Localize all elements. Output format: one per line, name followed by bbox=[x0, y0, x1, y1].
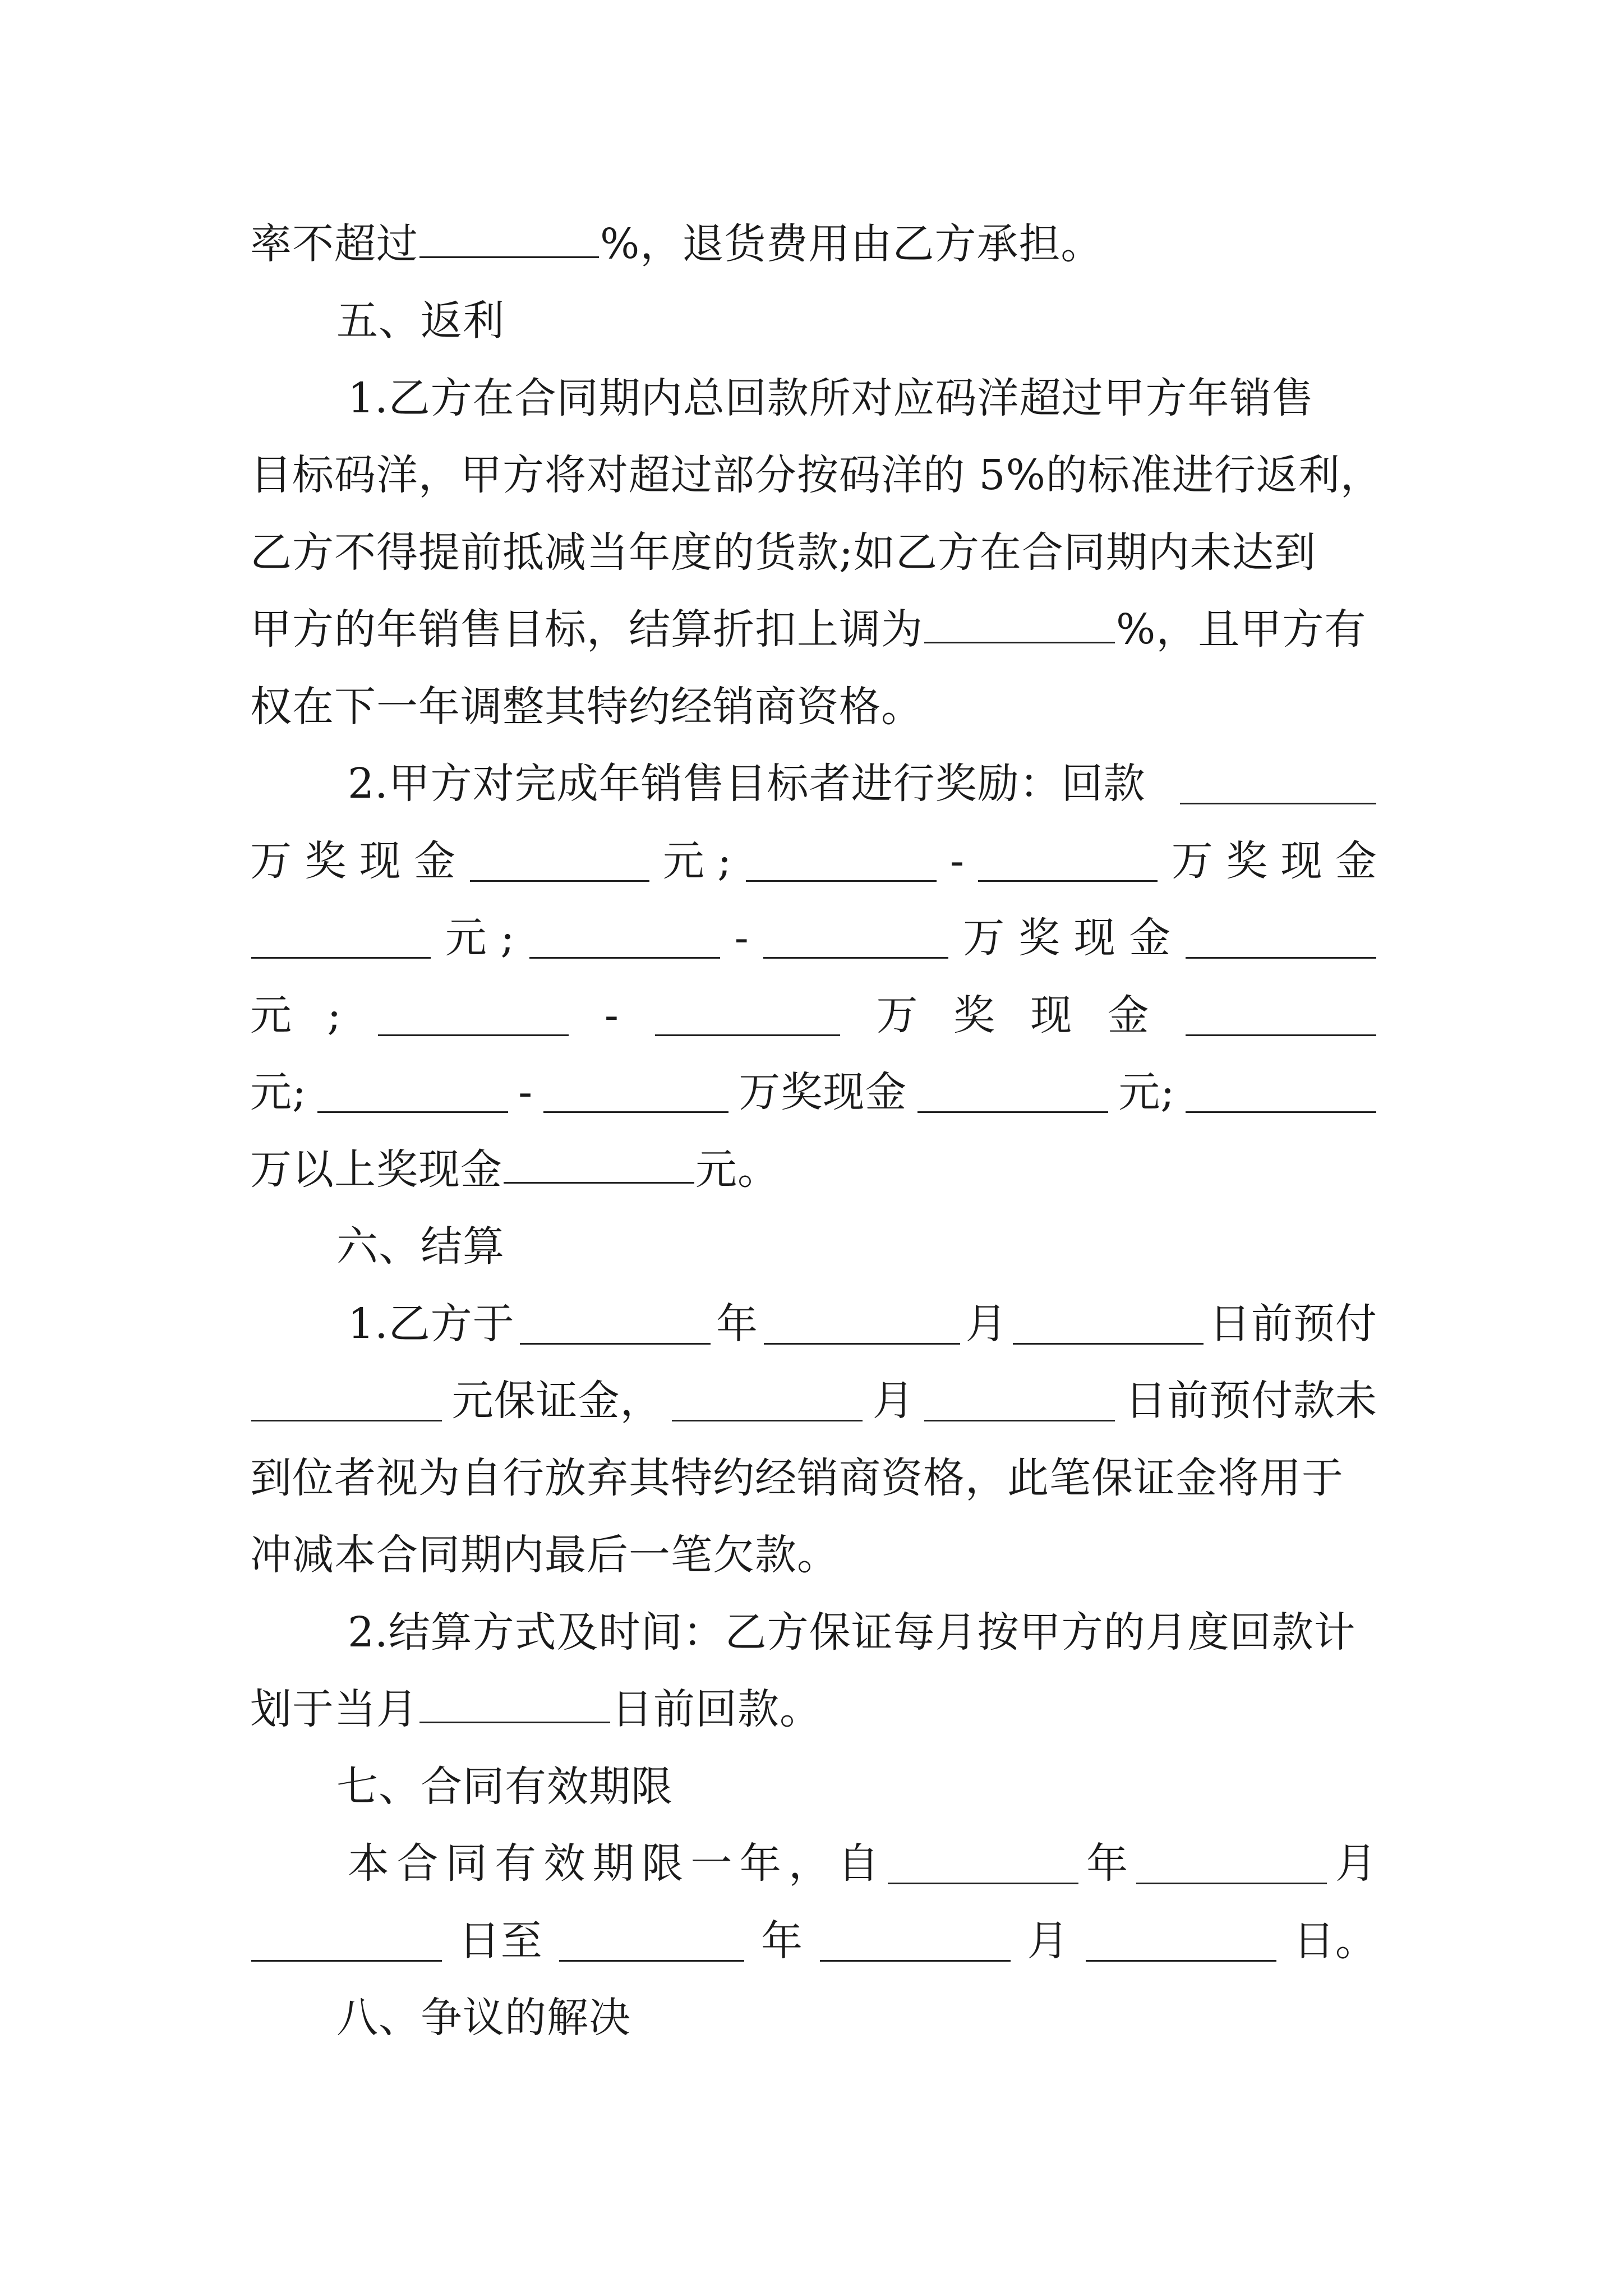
text-segment: %，且甲方有 bbox=[1116, 605, 1367, 654]
text-segment: 一 bbox=[690, 1839, 733, 1888]
text-segment: 1.乙方在合同期内总回款所对应码洋超过甲方年销售 bbox=[348, 374, 1314, 422]
text-line bbox=[250, 601, 1377, 657]
text-line bbox=[250, 1913, 1377, 1969]
fill-in-blank bbox=[924, 1381, 1115, 1421]
text-segment: ; bbox=[717, 837, 732, 885]
fill-in-blank bbox=[251, 1381, 442, 1421]
text-segment: 自 bbox=[837, 1839, 880, 1888]
text-segment: 奖 bbox=[1226, 837, 1269, 885]
text-segment: 金 bbox=[1129, 914, 1172, 962]
section-heading bbox=[336, 1759, 1377, 1815]
text-segment: 到位者视为自行放弃其特约经销商资格，此笔保证金将用于 bbox=[250, 1454, 1344, 1502]
text-segment: 权在下一年调整其特约经销商资格。 bbox=[250, 683, 923, 731]
fill-in-blank bbox=[820, 1921, 1011, 1962]
text-segment: 奖 bbox=[305, 837, 347, 885]
fill-in-blank bbox=[917, 1072, 1108, 1113]
fill-in-blank bbox=[419, 217, 599, 258]
fill-in-blank bbox=[1013, 1304, 1204, 1345]
text-segment: 划于当月 bbox=[250, 1685, 418, 1733]
fill-in-blank bbox=[470, 841, 649, 882]
text-segment: 效 bbox=[543, 1839, 586, 1888]
text-line bbox=[250, 910, 1377, 966]
text-line bbox=[348, 1835, 1377, 1892]
fill-in-blank bbox=[924, 602, 1115, 643]
text-segment: 现 bbox=[359, 837, 402, 885]
fill-in-blank bbox=[746, 841, 937, 882]
section-heading bbox=[336, 1990, 1377, 2046]
text-line bbox=[250, 1064, 1377, 1120]
text-line bbox=[250, 524, 1377, 581]
text-segment: 年 bbox=[739, 1839, 782, 1888]
text-segment: 期 bbox=[592, 1839, 635, 1888]
fill-in-blank bbox=[1180, 763, 1376, 804]
text-segment: ; bbox=[327, 991, 342, 1039]
fill-in-blank bbox=[978, 841, 1158, 882]
text-segment: 万 bbox=[250, 837, 292, 885]
text-segment: 同 bbox=[445, 1839, 488, 1888]
fill-in-blank bbox=[317, 1072, 508, 1113]
text-segment: 月 bbox=[1027, 1917, 1069, 1965]
text-segment: 冲减本合同期内最后一笔欠款。 bbox=[250, 1531, 839, 1579]
text-segment: 现 bbox=[1030, 991, 1073, 1039]
text-line bbox=[348, 1296, 1377, 1352]
text-segment: 万 bbox=[963, 914, 1006, 962]
fill-in-blank bbox=[1136, 1843, 1327, 1884]
text-line bbox=[348, 756, 1377, 812]
text-line bbox=[250, 1527, 1377, 1583]
text-segment: 有 bbox=[495, 1839, 537, 1888]
fill-in-blank bbox=[764, 1304, 960, 1345]
text-segment: 元; bbox=[250, 1068, 307, 1116]
text-segment: 1.乙方于 bbox=[348, 1300, 515, 1348]
text-segment: 金 bbox=[1335, 837, 1377, 885]
text-segment: 合 bbox=[396, 1839, 439, 1888]
text-segment: - bbox=[604, 991, 619, 1039]
section-heading bbox=[336, 293, 1377, 349]
text-segment: 年 bbox=[716, 1300, 759, 1348]
fill-in-blank bbox=[504, 1143, 694, 1184]
fill-in-blank bbox=[419, 1682, 610, 1723]
fill-in-blank bbox=[543, 1072, 728, 1113]
text-line bbox=[250, 679, 1377, 735]
text-segment: ， bbox=[789, 1839, 831, 1888]
text-segment: 限 bbox=[642, 1839, 684, 1888]
text-segment: 元 bbox=[250, 991, 292, 1039]
text-segment: 2.结算方式及时间：乙方保证每月按甲方的月度回款计 bbox=[348, 1608, 1356, 1657]
text-segment: 元 bbox=[662, 837, 705, 885]
fill-in-blank bbox=[559, 1921, 744, 1962]
text-segment: 2.甲方对完成年销售目标者进行奖励：回款 bbox=[348, 760, 1146, 808]
fill-in-blank bbox=[1186, 918, 1376, 959]
text-segment: 金 bbox=[414, 837, 457, 885]
text-line bbox=[250, 216, 1377, 272]
heading-text: 五、返利 bbox=[336, 297, 505, 345]
heading-text: 六、结算 bbox=[336, 1222, 505, 1271]
text-line bbox=[348, 1604, 1377, 1660]
text-segment: 月 bbox=[965, 1300, 1008, 1348]
text-segment: 现 bbox=[1280, 837, 1323, 885]
text-segment: 月 bbox=[872, 1377, 915, 1425]
text-segment: 万以上奖现金 bbox=[250, 1145, 502, 1194]
fill-in-blank bbox=[251, 1921, 442, 1962]
text-line bbox=[250, 1450, 1377, 1506]
fill-in-blank bbox=[378, 995, 569, 1036]
text-segment: 乙方不得提前抵减当年度的货款;如乙方在合同期内未达到 bbox=[250, 528, 1316, 577]
heading-text: 八、争议的解决 bbox=[336, 1994, 631, 2042]
fill-in-blank bbox=[888, 1843, 1078, 1884]
text-segment: 元。 bbox=[695, 1145, 780, 1194]
section-heading bbox=[336, 1218, 1377, 1274]
text-segment: ; bbox=[500, 914, 515, 962]
text-segment: 年 bbox=[761, 1917, 804, 1965]
text-segment: 日前预付款未 bbox=[1124, 1377, 1377, 1425]
fill-in-blank bbox=[520, 1304, 711, 1345]
text-segment: 万 bbox=[876, 991, 919, 1039]
text-segment: 日前回款。 bbox=[611, 1685, 822, 1733]
text-segment: 元; bbox=[1118, 1068, 1175, 1116]
text-segment: 目标码洋，甲方将对超过部分按码洋的 5%的标准进行返利， bbox=[250, 451, 1382, 499]
text-segment: - bbox=[734, 914, 749, 962]
text-segment: 万奖现金 bbox=[739, 1068, 907, 1116]
text-line bbox=[250, 987, 1377, 1043]
text-segment: 年 bbox=[1086, 1839, 1129, 1888]
text-segment: 金 bbox=[1107, 991, 1150, 1039]
text-segment: 现 bbox=[1073, 914, 1116, 962]
text-segment: 率不超过 bbox=[250, 220, 418, 268]
text-line bbox=[348, 370, 1377, 426]
fill-in-blank bbox=[763, 918, 948, 959]
text-segment: - bbox=[518, 1068, 533, 1116]
fill-in-blank bbox=[655, 995, 840, 1036]
text-line bbox=[250, 1373, 1377, 1429]
text-segment: 本 bbox=[348, 1839, 390, 1888]
fill-in-blank bbox=[251, 918, 431, 959]
text-segment: 日前预付 bbox=[1209, 1300, 1377, 1348]
text-segment: 元保证金， bbox=[451, 1377, 662, 1425]
fill-in-blank bbox=[672, 1381, 863, 1421]
fill-in-blank bbox=[1086, 1921, 1276, 1962]
fill-in-blank bbox=[1186, 1072, 1376, 1113]
text-line bbox=[250, 1681, 1377, 1737]
text-segment: %，退货费用由乙方承担。 bbox=[600, 220, 1103, 268]
fill-in-blank bbox=[529, 918, 720, 959]
text-segment: - bbox=[949, 837, 965, 885]
text-segment: 奖 bbox=[1018, 914, 1061, 962]
text-segment: 元 bbox=[445, 914, 487, 962]
text-line bbox=[250, 833, 1377, 889]
text-segment: 月 bbox=[1335, 1839, 1377, 1888]
text-segment: 万 bbox=[1171, 837, 1214, 885]
text-segment: 日。 bbox=[1293, 1917, 1377, 1965]
heading-text: 七、合同有效期限 bbox=[336, 1763, 673, 1811]
text-segment: 甲方的年销售目标，结算折扣上调为 bbox=[250, 605, 923, 654]
text-segment: 奖 bbox=[953, 991, 995, 1039]
fill-in-blank bbox=[1186, 995, 1376, 1036]
text-segment: 日至 bbox=[458, 1917, 543, 1965]
text-line bbox=[250, 447, 1382, 503]
text-line bbox=[250, 1142, 1377, 1198]
